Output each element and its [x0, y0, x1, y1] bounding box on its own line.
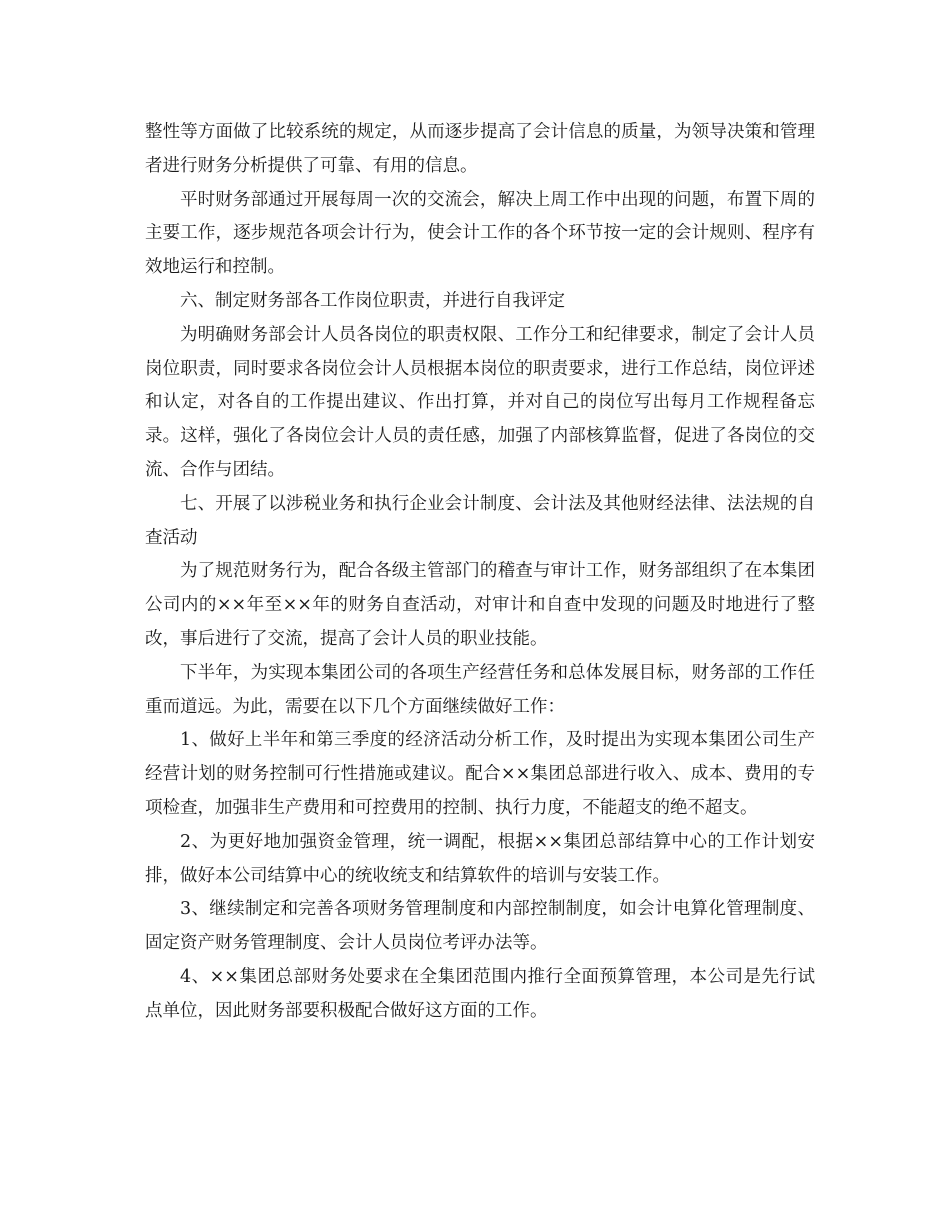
- paragraph: 为明确财务部会计人员各岗位的职责权限、工作分工和纪律要求，制定了会计人员岗位职责，同时要求各岗位会计人员根据本岗位的职责要求，进行工作总结，岗位评述和认定，对各自的工作提出建议、作出打算，并对自己的岗位写出每月工作规程备忘录。这样，强化了各岗位会计人员的责任感，加强了内部核算监督，促进了各岗位的交流、合作与团结。: [145, 324, 815, 480]
- list-item: 4、××集团总部财务处要求在全集团范围内推行全面预算管理，本公司是先行试点单位，因此财务部要积极配合做好这方面的工作。: [145, 966, 815, 1021]
- paragraph: 整性等方面做了比较系统的规定，从而逐步提高了会计信息的质量，为领导决策和管理者进行财务分析提供了可靠、有用的信息。: [145, 122, 815, 176]
- paragraph: 平时财务部通过开展每周一次的交流会，解决上周工作中出现的问题，布置下周的主要工作，逐步规范各项会计行为，使会计工作的各个环节按一定的会计规则、程序有效地运行和控制。: [145, 189, 815, 278]
- section-heading: 七、开展了以涉税业务和执行企业会计制度、会计法及其他财经法律、法法规的自查活动: [145, 493, 815, 548]
- list-item: 2、为更好地加强资金管理，统一调配，根据××集团总部结算中心的工作计划安排，做好本公司结算中心的统收统支和结算软件的培训与安装工作。: [145, 831, 815, 886]
- list-item: 3、继续制定和完善各项财务管理制度和内部控制制度，如会计电算化管理制度、固定资产财务管理制度、会计人员岗位考评办法等。: [145, 899, 815, 954]
- section-heading: 六、制定财务部各工作岗位职责，并进行自我评定: [180, 290, 565, 311]
- paragraph: 下半年，为实现本集团公司的各项生产经营任务和总体发展目标，财务部的工作任重而道远。为此，需要在以下几个方面继续做好工作：: [145, 662, 815, 717]
- document-body: [145, 116, 815, 1029]
- list-item: 1、做好上半年和第三季度的经济活动分析工作，及时提出为实现本集团公司生产经营计划的财务控制可行性措施或建议。配合××集团总部进行收入、成本、费用的专项检查，加强非生产费用和可控费用的控制、执行力度，不能超支的绝不超支。: [145, 730, 815, 818]
- paragraph: 为了规范财务行为，配合各级主管部门的稽查与审计工作，财务部组织了在本集团公司内的××年至××年的财务自查活动，对审计和自查中发现的问题及时地进行了整改，事后进行了交流，提高了会计人员的职业技能。: [145, 561, 815, 649]
